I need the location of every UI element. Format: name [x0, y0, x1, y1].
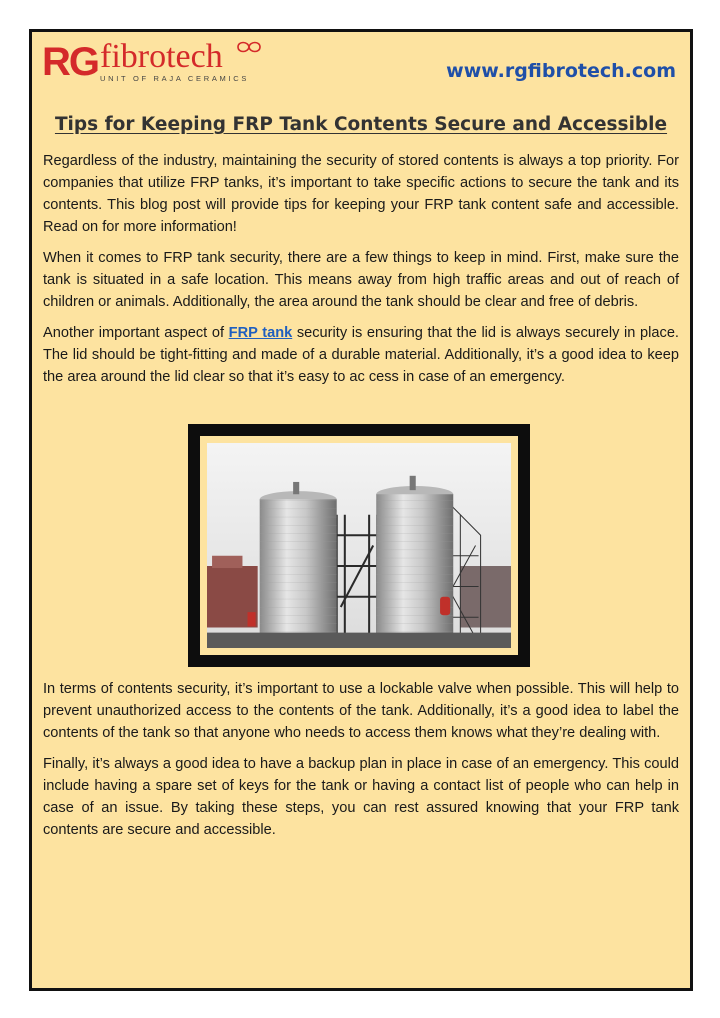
article-body-top — [43, 150, 679, 397]
paragraph-lid-end: security is ensuring that the lid is always securely in place. The lid should be tight-fitting and made of a durable material. Additionally, it’s a good idea to keep the area around the lid clear so that it’s easy to ac cess in case of an emergency. — [43, 325, 679, 385]
paragraph-location: When it comes to FRP tank security, there are a few things to keep in mind. First, make sure the tank is situated in a safe location. This means away from high traffic areas and out of reach of children or animals. Additionally, the area around the tank should be clear and free of debris. — [43, 250, 679, 310]
photo-mat — [200, 436, 518, 655]
logo-fibrotech-text: fibrotech — [100, 38, 223, 75]
paragraph-valve: In terms of contents security, it’s important to use a lockable valve when possible. This will help to prevent unauthorized access to the contents of the tank. Additionally, it’s a good idea to label the contents of the tank so that anyone who needs to access them knows what they’re dealing with. — [43, 681, 679, 741]
page-header — [32, 32, 690, 102]
logo-loop-icon — [236, 40, 262, 54]
paragraph-intro: Regardless of the industry, maintaining the security of stored contents is always a top priority. For companies that utilize FRP tanks, it’s important to take specific actions to secure the tank and its contents. This blog post will provide tips for keeping your FRP tank content safe and accessible. Read on for more information! — [43, 153, 679, 235]
paragraph-backup: Finally, it’s always a good idea to have a backup plan in place in case of an emergency. This could include having a spare set of keys for the tank or having a contact list of people who can help in case of an issue. By taking these steps, you can rest assured knowing that your FRP tank contents are secure and accessible. — [43, 756, 679, 838]
logo-tagline: UNIT OF RAJA CERAMICS — [100, 74, 250, 83]
logo-rg-text: RG — [42, 40, 98, 84]
frp-tank-link[interactable]: FRP tank — [228, 325, 293, 341]
page-title: Tips for Keeping FRP Tank Contents Secure and Accessible — [54, 114, 668, 135]
frp-tank-photo-frame — [188, 424, 530, 667]
website-link[interactable]: www.rgfibrotech.com — [446, 60, 676, 82]
frp-tank-photo — [207, 443, 511, 648]
rg-fibrotech-logo[interactable] — [42, 38, 250, 86]
paragraph-lid-start: Another important aspect of — [43, 325, 229, 341]
logo-wordmark — [100, 38, 250, 83]
frp-tanks-illustration — [207, 443, 511, 648]
paragraph-lid — [43, 322, 679, 388]
document-page — [29, 29, 693, 991]
article-body-bottom — [43, 678, 679, 850]
